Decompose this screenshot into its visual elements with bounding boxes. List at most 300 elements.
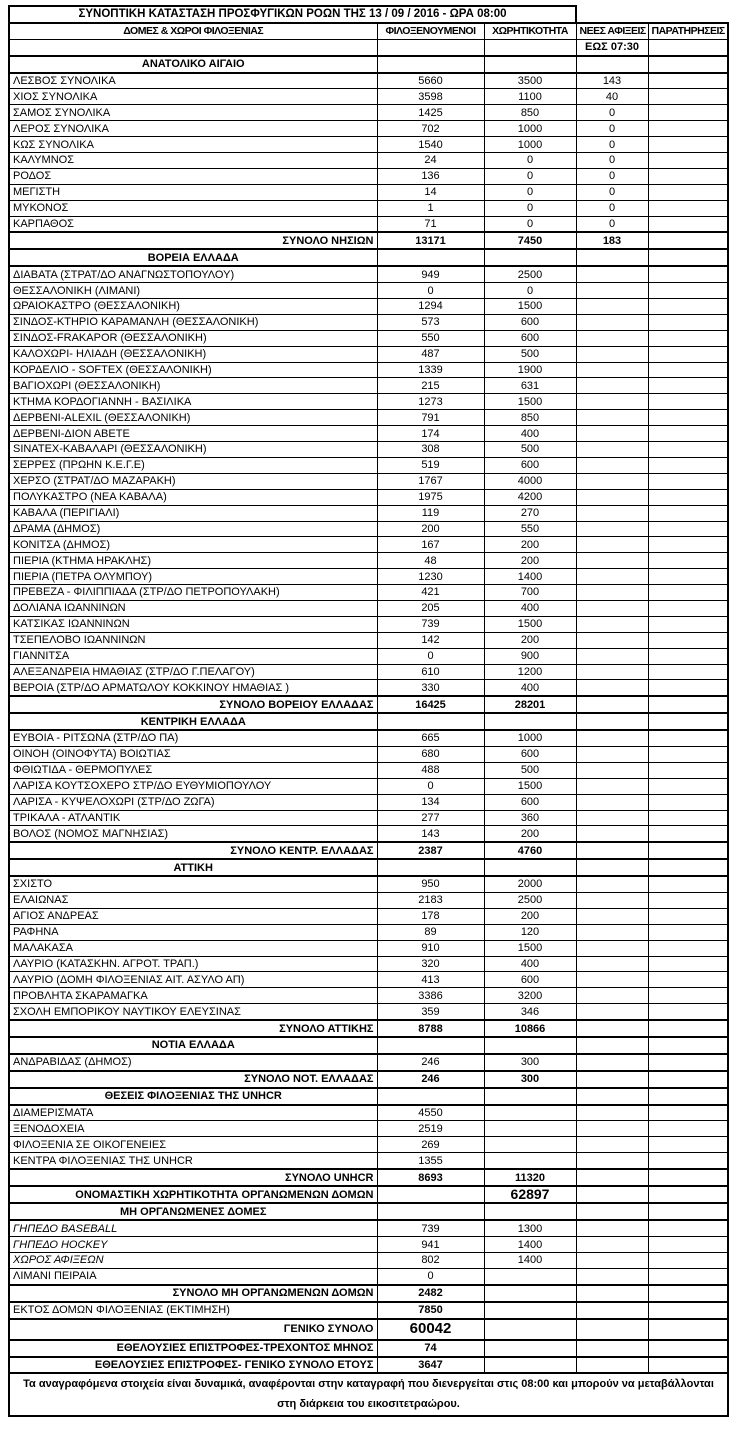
table-row xyxy=(9,842,728,859)
capacity-value-cell: 346 xyxy=(484,1004,576,1020)
arrivals-value-cell xyxy=(576,648,648,664)
table-row xyxy=(9,569,728,585)
table-row xyxy=(9,1340,728,1357)
hosted-value-cell: 413 xyxy=(377,972,484,988)
facility-name-cell: ΝΟΤΙΑ ΕΛΛΑΔΑ xyxy=(9,1037,377,1054)
hosted-value-cell: 791 xyxy=(377,410,484,426)
hosted-value-cell xyxy=(377,1203,484,1220)
capacity-value-cell: 1400 xyxy=(484,569,576,585)
facility-name-cell: ΠΡΟΒΛΗΤΑ ΣΚΑΡΑΜΑΓΚΑ xyxy=(9,988,377,1004)
facility-name-cell: ΟΙΝΟΗ (ΟΙΝΟΦΥΤΑ) ΒΟΙΩΤΙΑΣ xyxy=(9,746,377,762)
hosted-value-cell: 610 xyxy=(377,664,484,680)
table-row xyxy=(9,314,728,330)
table-row xyxy=(9,121,728,137)
facility-name-cell: ΓΕΝΙΚΟ ΣΥΝΟΛΟ xyxy=(9,1319,377,1340)
notes-cell xyxy=(648,972,728,988)
notes-cell xyxy=(648,362,728,378)
capacity-value-cell: 1500 xyxy=(484,940,576,956)
table-row xyxy=(9,600,728,616)
facility-name-cell: ΛΑΡΙΣΑ ΚΟΥΤΣΟΧΕΡΟ ΣΤΡ/ΔΟ ΕΥΘΥΜΙΟΠΟΥΛΟΥ xyxy=(9,778,377,794)
capacity-value-cell xyxy=(484,1153,576,1169)
capacity-value-cell: 900 xyxy=(484,648,576,664)
notes-cell xyxy=(648,1319,728,1340)
subheader-empty-hosted xyxy=(377,39,484,55)
hosted-value-cell: 134 xyxy=(377,794,484,810)
notes-cell xyxy=(648,410,728,426)
facility-name-cell: ΧΙΟΣ ΣΥΝΟΛΙΚΑ xyxy=(9,89,377,105)
arrivals-value-cell xyxy=(576,892,648,908)
arrivals-value-cell xyxy=(576,1203,648,1220)
notes-cell xyxy=(648,73,728,89)
facility-name-cell: ΑΤΤΙΚΗ xyxy=(9,859,377,876)
facility-name-cell: ΚΑΛΟΧΩΡΙ- ΗΛΙΑΔΗ (ΘΕΣΣΑΛΟΝΙΚΗ) xyxy=(9,346,377,362)
table-row xyxy=(9,200,728,216)
table-row xyxy=(9,648,728,664)
notes-cell xyxy=(648,200,728,216)
table-row xyxy=(9,1088,728,1105)
arrivals-value-cell xyxy=(576,972,648,988)
facility-name-cell: ΤΣΕΠΕΛΟΒΟ ΙΩΑΝΝΙΝΩΝ xyxy=(9,632,377,648)
arrivals-value-cell xyxy=(576,569,648,585)
hosted-value-cell: 0 xyxy=(377,778,484,794)
arrivals-value-cell xyxy=(576,826,648,842)
arrivals-value-cell xyxy=(576,1137,648,1153)
facility-name-cell: ΒΑΓΙΟΧΩΡΙ (ΘΕΣΣΑΛΟΝΙΚΗ) xyxy=(9,378,377,394)
hosted-value-cell: 8788 xyxy=(377,1020,484,1037)
notes-cell xyxy=(648,1285,728,1302)
facility-name-cell: ΔΙΑΜΕΡΙΣΜΑΤΑ xyxy=(9,1105,377,1121)
facility-name-cell: ΕΥΒΟΙΑ - ΡΙΤΣΩΝΑ (ΣΤΡ/ΔΟ ΠΑ) xyxy=(9,730,377,746)
hosted-value-cell: 2482 xyxy=(377,1285,484,1302)
capacity-value-cell: 600 xyxy=(484,794,576,810)
hosted-value-cell: 277 xyxy=(377,810,484,826)
hosted-value-cell xyxy=(377,859,484,876)
table-row xyxy=(9,1037,728,1054)
notes-cell xyxy=(648,826,728,842)
capacity-value-cell: 0 xyxy=(484,200,576,216)
table-row xyxy=(9,73,728,89)
notes-cell xyxy=(648,924,728,940)
notes-cell xyxy=(648,1137,728,1153)
capacity-value-cell: 600 xyxy=(484,330,576,346)
hosted-value-cell: 5660 xyxy=(377,73,484,89)
subheader-empty-notes xyxy=(648,39,728,55)
table-row xyxy=(9,1004,728,1020)
facility-name-cell: ΡΑΦΗΝΑ xyxy=(9,924,377,940)
arrivals-value-cell xyxy=(576,553,648,569)
arrivals-value-cell xyxy=(576,56,648,73)
arrivals-value-cell xyxy=(576,249,648,266)
page-title: ΣΥΝΟΠΤΙΚΗ ΚΑΤΑΣΤΑΣΗ ΠΡΟΣΦΥΓΙΚΩΝ ΡΟΩΝ ΤΗΣ 13 / 09 / 2016 - ΩΡΑ 08:00 xyxy=(9,6,576,23)
notes-cell xyxy=(648,1268,728,1284)
facility-name-cell: ΛΑΡΙΣΑ - ΚΥΨΕΛΟΧΩΡΙ (ΣΤΡ/ΔΟ ΖΩΓΑ) xyxy=(9,794,377,810)
table-row xyxy=(9,1237,728,1253)
facility-name-cell: ΣΥΝΟΛΟ ΝΗΣΙΩΝ xyxy=(9,232,377,249)
arrivals-value-cell xyxy=(576,585,648,601)
capacity-value-cell: 11320 xyxy=(484,1169,576,1186)
facility-name-cell: ΛΕΣΒΟΣ ΣΥΝΟΛΙΚΑ xyxy=(9,73,377,89)
table-row xyxy=(9,1268,728,1284)
hosted-value-cell: 7850 xyxy=(377,1302,484,1319)
facility-name-cell: ΡΟΔΟΣ xyxy=(9,168,377,184)
capacity-value-cell xyxy=(484,1137,576,1153)
arrivals-value-cell xyxy=(576,908,648,924)
capacity-value-cell: 550 xyxy=(484,521,576,537)
hosted-value-cell: 2519 xyxy=(377,1121,484,1137)
capacity-value-cell: 1400 xyxy=(484,1253,576,1269)
facility-name-cell: ΚΑΒΑΛΑ (ΠΕΡΙΓΙΑΛΙ) xyxy=(9,505,377,521)
capacity-value-cell: 1000 xyxy=(484,730,576,746)
table-row xyxy=(9,794,728,810)
facility-name-cell: ΑΛΕΞΑΝΔΡΕΙΑ ΗΜΑΘΙΑΣ (ΣΤΡ/ΔΟ Γ.ΠΕΛΑΓΟΥ) xyxy=(9,664,377,680)
hosted-value-cell xyxy=(377,1186,484,1203)
notes-cell xyxy=(648,89,728,105)
notes-cell xyxy=(648,1186,728,1203)
notes-cell xyxy=(648,1203,728,1220)
capacity-value-cell: 7450 xyxy=(484,232,576,249)
facility-name-cell: ΜΗ ΟΡΓΑΝΩΜΕΝΕΣ ΔΟΜΕΣ xyxy=(9,1203,377,1220)
table-row xyxy=(9,362,728,378)
table-row xyxy=(9,762,728,778)
table-row xyxy=(9,876,728,892)
capacity-value-cell: 700 xyxy=(484,585,576,601)
hosted-value-cell: 71 xyxy=(377,216,484,232)
arrivals-value-cell xyxy=(576,1004,648,1020)
capacity-value-cell: 400 xyxy=(484,680,576,696)
hosted-value-cell: 1273 xyxy=(377,394,484,410)
notes-cell xyxy=(648,457,728,473)
arrivals-value-cell: 183 xyxy=(576,232,648,249)
facility-name-cell: ΣΥΝΟΛΟ ΚΕΝΤΡ. ΕΛΛΑΔΑΣ xyxy=(9,842,377,859)
facility-name-cell: ΣΙΝΔΟΣ-ΚΤΗΡΙΟ ΚΑΡΑΜΑΝΛΗ (ΘΕΣΣΑΛΟΝΙΚΗ) xyxy=(9,314,377,330)
hosted-value-cell: 143 xyxy=(377,826,484,842)
hosted-value-cell: 1339 xyxy=(377,362,484,378)
arrivals-value-cell xyxy=(576,1357,648,1374)
facility-name-cell: ΠΙΕΡΙΑ (ΠΕΤΡΑ ΟΛΥΜΠΟΥ) xyxy=(9,569,377,585)
column-header-hosted: ΦΙΛΟΞΕΝΟΥΜΕΝΟΙ xyxy=(377,23,484,39)
notes-cell xyxy=(648,249,728,266)
arrivals-value-cell xyxy=(576,394,648,410)
arrivals-value-cell xyxy=(576,746,648,762)
subheader-row xyxy=(9,39,728,55)
facility-name-cell: ΚΕΝΤΡΑ ΦΙΛΟΞΕΝΙΑΣ ΤΗΣ UNHCR xyxy=(9,1153,377,1169)
capacity-value-cell: 1500 xyxy=(484,616,576,632)
notes-cell xyxy=(648,1071,728,1088)
table-row xyxy=(9,378,728,394)
capacity-value-cell: 0 xyxy=(484,283,576,299)
capacity-value-cell: 400 xyxy=(484,600,576,616)
facility-name-cell: ΦΙΛΟΞΕΝΙΑ ΣΕ ΟΙΚΟΓΕΝΕΙΕΣ xyxy=(9,1137,377,1153)
hosted-value-cell: 24 xyxy=(377,153,484,169)
facility-name-cell: ΚΕΝΤΡΙΚΗ ΕΛΛΑΔΑ xyxy=(9,713,377,730)
table-row xyxy=(9,283,728,299)
hosted-value-cell: 8693 xyxy=(377,1169,484,1186)
hosted-value-cell: 1540 xyxy=(377,137,484,153)
refugee-flows-table xyxy=(8,5,729,1417)
footer-note: Τα αναγραφόμενα στοιχεία είναι δυναμικά, αναφέρονται στην καταγραφή που διενεργείται στις 08:00 και μπορούν να μεταβάλλονται στη διάρκεια του εικοσιτετραώρου. xyxy=(9,1373,728,1416)
notes-cell xyxy=(648,908,728,924)
arrivals-value-cell xyxy=(576,378,648,394)
notes-cell xyxy=(648,569,728,585)
arrivals-value-cell xyxy=(576,489,648,505)
capacity-value-cell xyxy=(484,1088,576,1105)
table-row xyxy=(9,505,728,521)
table-row xyxy=(9,1186,728,1203)
arrivals-value-cell xyxy=(576,988,648,1004)
facility-name-cell: ΜΥΚΟΝΟΣ xyxy=(9,200,377,216)
notes-cell xyxy=(648,1105,728,1121)
capacity-value-cell: 500 xyxy=(484,442,576,458)
table-row xyxy=(9,908,728,924)
column-header-notes: ΠΑΡΑΤΗΡΗΣΕΙΣ xyxy=(648,23,728,39)
arrivals-value-cell xyxy=(576,762,648,778)
arrivals-value-cell xyxy=(576,1220,648,1236)
facility-name-cell: ΧΩΡΟΣ ΑΦΙΞΕΩΝ xyxy=(9,1253,377,1269)
table-row xyxy=(9,1105,728,1121)
arrivals-value-cell xyxy=(576,616,648,632)
notes-cell xyxy=(648,537,728,553)
table-row xyxy=(9,184,728,200)
facility-name-cell: ΠΙΕΡΙΑ (ΚΤΗΜΑ ΗΡΑΚΛΗΣ) xyxy=(9,553,377,569)
arrivals-value-cell xyxy=(576,940,648,956)
facility-name-cell: ΑΓΙΟΣ ΑΝΔΡΕΑΣ xyxy=(9,908,377,924)
table-row xyxy=(9,1054,728,1071)
column-header-row xyxy=(9,23,728,39)
hosted-value-cell: 119 xyxy=(377,505,484,521)
notes-cell xyxy=(648,168,728,184)
hosted-value-cell: 246 xyxy=(377,1071,484,1088)
arrivals-value-cell xyxy=(576,1169,648,1186)
arrivals-value-cell xyxy=(576,266,648,282)
hosted-value-cell: 320 xyxy=(377,956,484,972)
arrivals-value-cell: 0 xyxy=(576,153,648,169)
notes-cell xyxy=(648,600,728,616)
hosted-value-cell: 1230 xyxy=(377,569,484,585)
arrivals-value-cell xyxy=(576,1088,648,1105)
arrivals-value-cell xyxy=(576,1071,648,1088)
facility-name-cell: ΚΑΛΥΜΝΟΣ xyxy=(9,153,377,169)
notes-cell xyxy=(648,876,728,892)
arrivals-value-cell: 0 xyxy=(576,105,648,121)
arrivals-value-cell xyxy=(576,696,648,713)
table-row xyxy=(9,473,728,489)
hosted-value-cell: 1767 xyxy=(377,473,484,489)
capacity-value-cell xyxy=(484,249,576,266)
notes-cell xyxy=(648,988,728,1004)
arrivals-value-cell xyxy=(576,1186,648,1203)
hosted-value-cell: 739 xyxy=(377,616,484,632)
facility-name-cell: ΣΥΝΟΛΟ ΒΟΡΕΙΟΥ ΕΛΛΑΔΑΣ xyxy=(9,696,377,713)
footer-row xyxy=(9,1373,728,1416)
arrivals-value-cell xyxy=(576,1302,648,1319)
notes-cell xyxy=(648,778,728,794)
capacity-value-cell xyxy=(484,1203,576,1220)
table-row xyxy=(9,956,728,972)
hosted-value-cell: 205 xyxy=(377,600,484,616)
notes-cell xyxy=(648,892,728,908)
capacity-value-cell: 0 xyxy=(484,184,576,200)
arrivals-value-cell xyxy=(576,1319,648,1340)
hosted-value-cell: 910 xyxy=(377,940,484,956)
table-row xyxy=(9,972,728,988)
table-row xyxy=(9,489,728,505)
facility-name-cell: ΦΘΙΩΤΙΔΑ - ΘΕΡΜΟΠΥΛΕΣ xyxy=(9,762,377,778)
notes-cell xyxy=(648,473,728,489)
table-row xyxy=(9,810,728,826)
capacity-value-cell: 4760 xyxy=(484,842,576,859)
table-row xyxy=(9,426,728,442)
arrivals-value-cell xyxy=(576,473,648,489)
table-row xyxy=(9,553,728,569)
table-row xyxy=(9,137,728,153)
facility-name-cell: ΒΟΡΕΙΑ ΕΛΛΑΔΑ xyxy=(9,249,377,266)
capacity-value-cell: 4000 xyxy=(484,473,576,489)
arrivals-value-cell: 0 xyxy=(576,168,648,184)
hosted-value-cell: 200 xyxy=(377,521,484,537)
hosted-value-cell: 14 xyxy=(377,184,484,200)
capacity-value-cell: 1500 xyxy=(484,778,576,794)
notes-cell xyxy=(648,956,728,972)
notes-cell xyxy=(648,521,728,537)
capacity-value-cell xyxy=(484,1357,576,1374)
hosted-value-cell: 519 xyxy=(377,457,484,473)
hosted-value-cell: 246 xyxy=(377,1054,484,1071)
notes-cell xyxy=(648,1088,728,1105)
arrivals-value-cell xyxy=(576,537,648,553)
capacity-value-cell: 360 xyxy=(484,810,576,826)
hosted-value-cell: 359 xyxy=(377,1004,484,1020)
hosted-value-cell: 739 xyxy=(377,1220,484,1236)
arrivals-value-cell xyxy=(576,283,648,299)
facility-name-cell: ΑΝΔΡΑΒΙΔΑΣ (ΔΗΜΟΣ) xyxy=(9,1054,377,1071)
facility-name-cell: ΘΕΣΣΑΛΟΝΙΚΗ (ΛΙΜΑΝΙ) xyxy=(9,283,377,299)
table-row xyxy=(9,696,728,713)
arrivals-value-cell xyxy=(576,1037,648,1054)
arrivals-value-cell xyxy=(576,1340,648,1357)
capacity-value-cell: 200 xyxy=(484,632,576,648)
table-row xyxy=(9,616,728,632)
table-row xyxy=(9,1253,728,1269)
table-row xyxy=(9,1220,728,1236)
arrivals-value-cell: 0 xyxy=(576,184,648,200)
table-row xyxy=(9,713,728,730)
capacity-value-cell: 1900 xyxy=(484,362,576,378)
arrivals-value-cell xyxy=(576,457,648,473)
notes-cell xyxy=(648,1121,728,1137)
table-row xyxy=(9,892,728,908)
capacity-value-cell: 631 xyxy=(484,378,576,394)
hosted-value-cell: 16425 xyxy=(377,696,484,713)
table-row xyxy=(9,457,728,473)
arrivals-value-cell xyxy=(576,346,648,362)
facility-name-cell: ΓΗΠΕΔΟ HOCKEY xyxy=(9,1237,377,1253)
capacity-value-cell: 1300 xyxy=(484,1220,576,1236)
notes-cell xyxy=(648,314,728,330)
hosted-value-cell: 2387 xyxy=(377,842,484,859)
arrivals-value-cell: 143 xyxy=(576,73,648,89)
capacity-value-cell: 400 xyxy=(484,426,576,442)
notes-cell xyxy=(648,746,728,762)
arrivals-value-cell xyxy=(576,730,648,746)
arrivals-value-cell xyxy=(576,1268,648,1284)
facility-name-cell: ΚΟΡΔΕΛΙΟ - SOFTEX (ΘΕΣΣΑΛΟΝΙΚΗ) xyxy=(9,362,377,378)
capacity-value-cell: 0 xyxy=(484,153,576,169)
arrivals-value-cell: 0 xyxy=(576,121,648,137)
arrivals-value-cell xyxy=(576,1285,648,1302)
notes-cell xyxy=(648,330,728,346)
notes-cell xyxy=(648,1169,728,1186)
arrivals-value-cell: 0 xyxy=(576,137,648,153)
hosted-value-cell: 330 xyxy=(377,680,484,696)
notes-cell xyxy=(648,505,728,521)
facility-name-cell: ΣΙΝΔΟΣ-FRAKAPOR (ΘΕΣΣΑΛΟΝΙΚΗ) xyxy=(9,330,377,346)
facility-name-cell: ΓΗΠΕΔΟ BASEBALL xyxy=(9,1220,377,1236)
hosted-value-cell: 0 xyxy=(377,283,484,299)
notes-cell xyxy=(648,489,728,505)
notes-cell xyxy=(648,105,728,121)
hosted-value-cell xyxy=(377,1037,484,1054)
table-row xyxy=(9,988,728,1004)
capacity-value-cell: 10866 xyxy=(484,1020,576,1037)
arrivals-value-cell: 40 xyxy=(576,89,648,105)
table-row xyxy=(9,1153,728,1169)
facility-name-cell: ΔΕΡΒΕΝΙ-ΔΙΟΝ ΑΒΕΤΕ xyxy=(9,426,377,442)
facility-name-cell: ΚΑΡΠΑΘΟΣ xyxy=(9,216,377,232)
hosted-value-cell: 142 xyxy=(377,632,484,648)
notes-cell xyxy=(648,696,728,713)
table-row xyxy=(9,924,728,940)
table-body xyxy=(9,56,728,1374)
notes-cell xyxy=(648,1004,728,1020)
table-row xyxy=(9,1071,728,1088)
hosted-value-cell: 941 xyxy=(377,1237,484,1253)
hosted-value-cell: 702 xyxy=(377,121,484,137)
capacity-value-cell xyxy=(484,1319,576,1340)
hosted-value-cell: 13171 xyxy=(377,232,484,249)
arrivals-value-cell: 0 xyxy=(576,200,648,216)
hosted-value-cell: 167 xyxy=(377,537,484,553)
facility-name-cell: ΕΛΑΙΩΝΑΣ xyxy=(9,892,377,908)
hosted-value-cell: 308 xyxy=(377,442,484,458)
facility-name-cell: ΛΕΡΟΣ ΣΥΝΟΛΙΚΑ xyxy=(9,121,377,137)
table-row xyxy=(9,299,728,315)
capacity-value-cell: 62897 xyxy=(484,1186,576,1203)
hosted-value-cell: 550 xyxy=(377,330,484,346)
facility-name-cell: ΔΙΑΒΑΤΑ (ΣΤΡΑΤ/ΔΟ ΑΝΑΓΝΩΣΤΟΠΟΥΛΟΥ) xyxy=(9,266,377,282)
facility-name-cell: ΔΕΡΒΕΝΙ-ALEXIL (ΘΕΣΣΑΛΟΝΙΚΗ) xyxy=(9,410,377,426)
hosted-value-cell: 1355 xyxy=(377,1153,484,1169)
notes-cell xyxy=(648,1237,728,1253)
facility-name-cell: ΠΟΛΥΚΑΣΤΡΟ (ΝΕΑ ΚΑΒΑΛΑ) xyxy=(9,489,377,505)
notes-cell xyxy=(648,794,728,810)
notes-cell xyxy=(648,1357,728,1374)
facility-name-cell: ΕΘΕΛΟΥΣΙΕΣ ΕΠΙΣΤΡΟΦΕΣ-ΤΡΕΧΟΝΤΟΣ ΜΗΝΟΣ xyxy=(9,1340,377,1357)
capacity-value-cell: 3500 xyxy=(484,73,576,89)
facility-name-cell: ΚΑΤΣΙΚΑΣ ΙΩΑΝΝΙΝΩΝ xyxy=(9,616,377,632)
notes-cell xyxy=(648,664,728,680)
notes-cell xyxy=(648,859,728,876)
hosted-value-cell: 665 xyxy=(377,730,484,746)
capacity-value-cell: 1000 xyxy=(484,121,576,137)
facility-name-cell: ΜΕΓΙΣΤΗ xyxy=(9,184,377,200)
hosted-value-cell xyxy=(377,56,484,73)
notes-cell xyxy=(648,1037,728,1054)
facility-name-cell: ΟΝΟΜΑΣΤΙΚΗ ΧΩΡΗΤΙΚΟΤΗΤΑ ΟΡΓΑΝΩΜΕΝΩΝ ΔΟΜΩΝ xyxy=(9,1186,377,1203)
hosted-value-cell: 74 xyxy=(377,1340,484,1357)
hosted-value-cell: 802 xyxy=(377,1253,484,1269)
notes-cell xyxy=(648,842,728,859)
capacity-value-cell: 300 xyxy=(484,1054,576,1071)
